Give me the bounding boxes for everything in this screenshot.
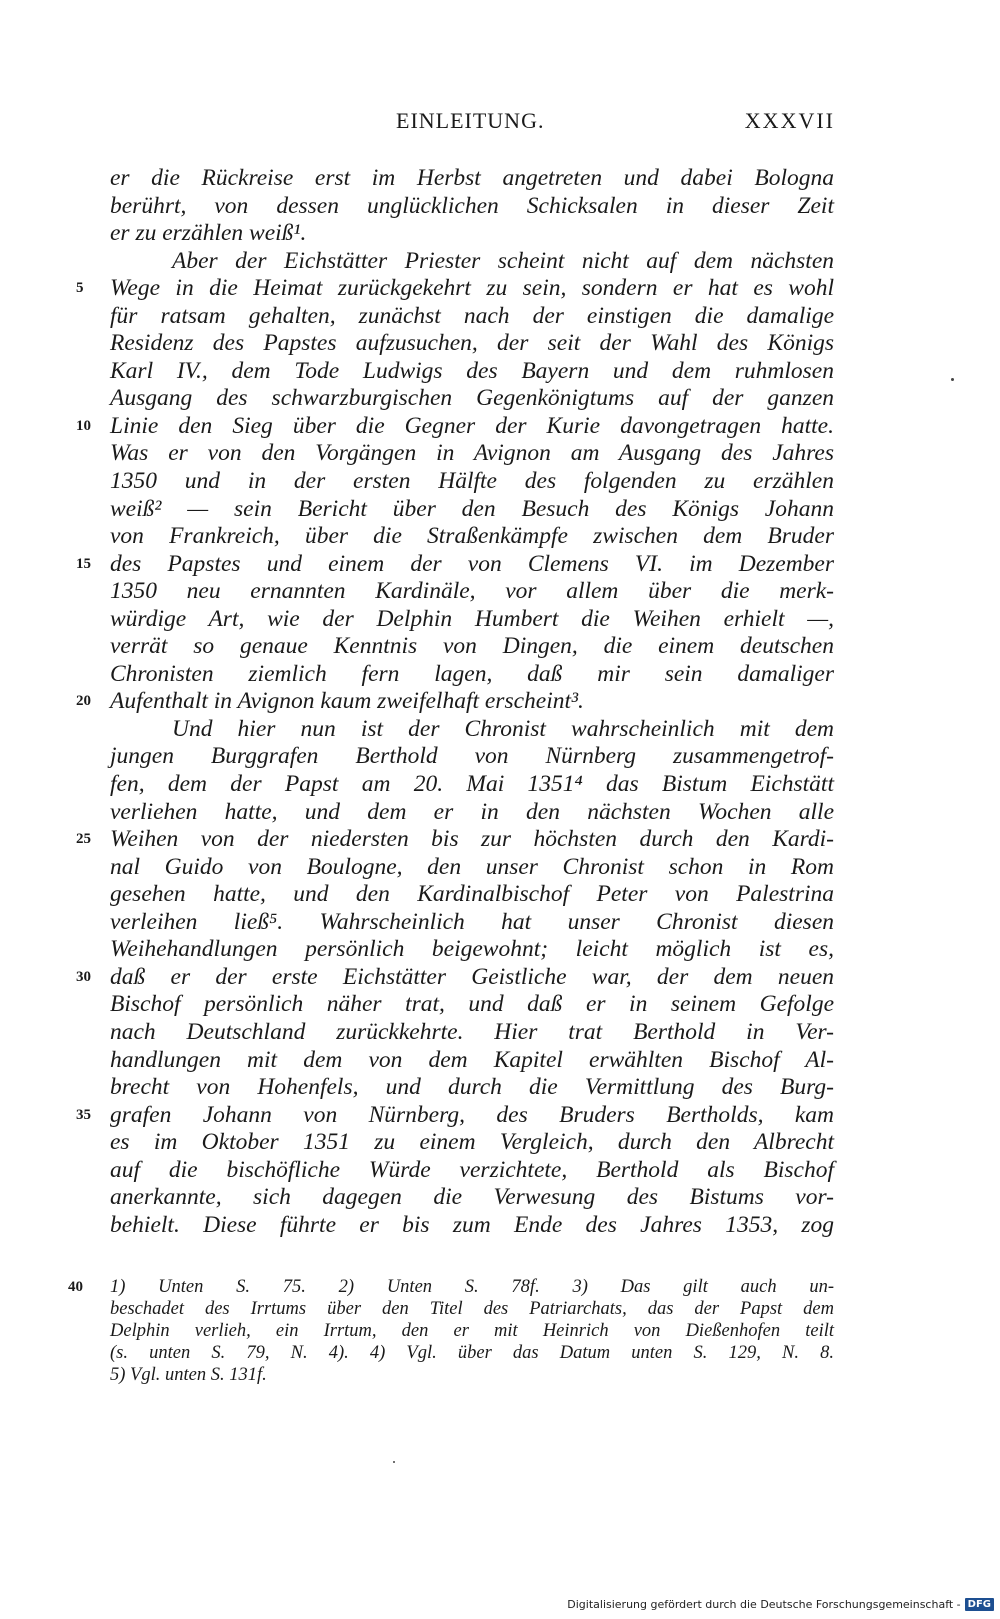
text-line-numbered [76,550,834,579]
text-line: anerkannte, sich dagegen die Verwesung des Bistums vor- [110,1184,834,1211]
running-header [0,108,1000,138]
text-line: er zu erzählen weiß¹. [110,220,307,247]
text-line-content: Linie den Sieg über die Gegner der Kurie davongetragen hatte. [110,412,834,439]
footnote-line: 5) Vgl. unten S. 131f. [110,1365,267,1385]
footer-text: Digitalisierung gefördert durch die Deutsche Forschungsgemeinschaft - [567,1598,961,1611]
footnotes [68,1276,834,1386]
text-line: Weihehandlungen persönlich beigewohnt; leicht möglich ist es, [110,936,834,963]
text-line: jungen Burggrafen Berthold von Nürnberg zusammengetrof- [110,743,834,770]
text-line: Residenz des Papstes aufzusuchen, der seit der Wahl des Königs [110,330,834,357]
text-line-content: Weihen von der niedersten bis zur höchsten durch den Kardi- [110,826,834,853]
text-line: berührt, von dessen unglücklichen Schicksalen in dieser Zeit [110,192,834,219]
line-number: 15 [76,555,91,572]
footnote-line-content: 1) Unten S. 75. 2) Unten S. 78f. 3) Das gilt auch un- [110,1277,834,1297]
text-line: er die Rückreise erst im Herbst angetreten und dabei Bologna [110,165,834,191]
scan-speck [951,378,954,381]
line-number: 25 [76,831,91,848]
main-text [76,165,834,1239]
text-line-content: Aufenthalt in Avignon kaum zweifelhaft erscheint³. [110,688,584,715]
text-line: fen, dem der Papst am 20. Mai 1351⁴ das Bistum Eichstätt [110,771,834,798]
text-line-numbered [76,1101,834,1130]
text-line-numbered [76,826,834,854]
text-line: verliehen hatte, und dem er in den nächsten Wochen alle [110,798,834,825]
text-line: von Frankreich, über die Straßenkämpfe zwischen dem Bruder [110,523,834,550]
text-line: gesehen hatte, und den Kardinalbischof Peter von Palestrina [110,881,834,908]
text-line-numbered [76,275,834,303]
text-line: es im Oktober 1351 zu einem Vergleich, durch den Albrecht [110,1129,834,1156]
footnote-line: beschadet des Irrtums über den Titel des Patriarchats, das der Papst dem [110,1299,834,1319]
line-number: 40 [68,1279,83,1295]
text-line-numbered [76,963,834,992]
text-line-content: grafen Johann von Nürnberg, des Bruders Bertholds, kam [110,1101,834,1128]
scan-speck [393,1461,395,1463]
line-number: 5 [76,280,84,297]
text-line: auf die bischöfliche Würde verzichtete, Berthold als Bischof [110,1156,834,1183]
text-line: 1350 und in der ersten Hälfte des folgenden zu erzählen [110,468,834,495]
text-line-content: des Papstes und einem der von Clemens VI. im Dezember [110,550,834,577]
text-line: nal Guido von Boulogne, den unser Chronist schon in Rom [110,853,834,880]
line-number: 35 [76,1106,91,1123]
header-page-number: XXXVII [744,108,835,133]
text-line: verrät so genaue Kenntnis von Dingen, die einem deutschen [110,633,834,660]
text-line: Karl IV., dem Tode Ludwigs des Bayern und dem ruhmlosen [110,357,834,384]
text-line-numbered [76,412,834,441]
text-line: Und hier nun ist der Chronist wahrscheinlich mit dem [172,715,834,742]
digitization-footer [567,1598,994,1611]
text-line-content: daß er der erste Eichstätter Geistliche war, der dem neuen [110,963,834,990]
line-number: 10 [76,417,91,434]
header-title: EINLEITUNG. [396,108,545,133]
text-line: verleihen ließ⁵. Wahrscheinlich hat unser Chronist diesen [110,908,834,935]
text-line: behielt. Diese führte er bis zum Ende des Jahres 1353, zog [110,1211,834,1238]
text-line-numbered [76,688,834,716]
text-line: weiß² — sein Bericht über den Besuch des Königs Johann [110,495,834,522]
text-line: Chronisten ziemlich fern lagen, daß mir sein damaliger [110,660,834,687]
footnote-line-numbered [68,1276,834,1298]
line-number: 30 [76,968,91,985]
text-line-content: Wege in die Heimat zurückgekehrt zu sein, sondern er hat es wohl [110,275,834,302]
text-line: brecht von Hohenfels, und durch die Vermittlung des Burg- [110,1074,834,1101]
text-line: würdige Art, wie der Delphin Humbert die Weihen erhielt —, [110,605,834,632]
text-line: für ratsam gehalten, zunächst nach der einstigen die damalige [110,302,834,329]
text-line: Bischof persönlich näher trat, und daß er in seinem Gefolge [110,991,834,1018]
text-line: Aber der Eichstätter Priester scheint nicht auf dem nächsten [172,247,834,274]
text-line: Ausgang des schwarzburgischen Gegenkönigtums auf der ganzen [110,385,834,412]
text-line: handlungen mit dem von dem Kapitel erwählten Bischof Al- [110,1046,834,1073]
footnote-line: (s. unten S. 79, N. 4). 4) Vgl. über das Datum unten S. 129, N. 8. [110,1343,834,1363]
text-line: Was er von den Vorgängen in Avignon am Ausgang des Jahres [110,440,834,467]
footnote-line: Delphin verlieh, ein Irrtum, den er mit Heinrich von Dießenhofen teilt [110,1321,834,1341]
text-line: nach Deutschland zurückkehrte. Hier trat Berthold in Ver- [110,1018,834,1045]
line-number: 20 [76,693,91,710]
dfg-logo: DFG [965,1598,994,1611]
text-line: 1350 neu ernannten Kardinäle, vor allem über die merk- [110,578,834,605]
